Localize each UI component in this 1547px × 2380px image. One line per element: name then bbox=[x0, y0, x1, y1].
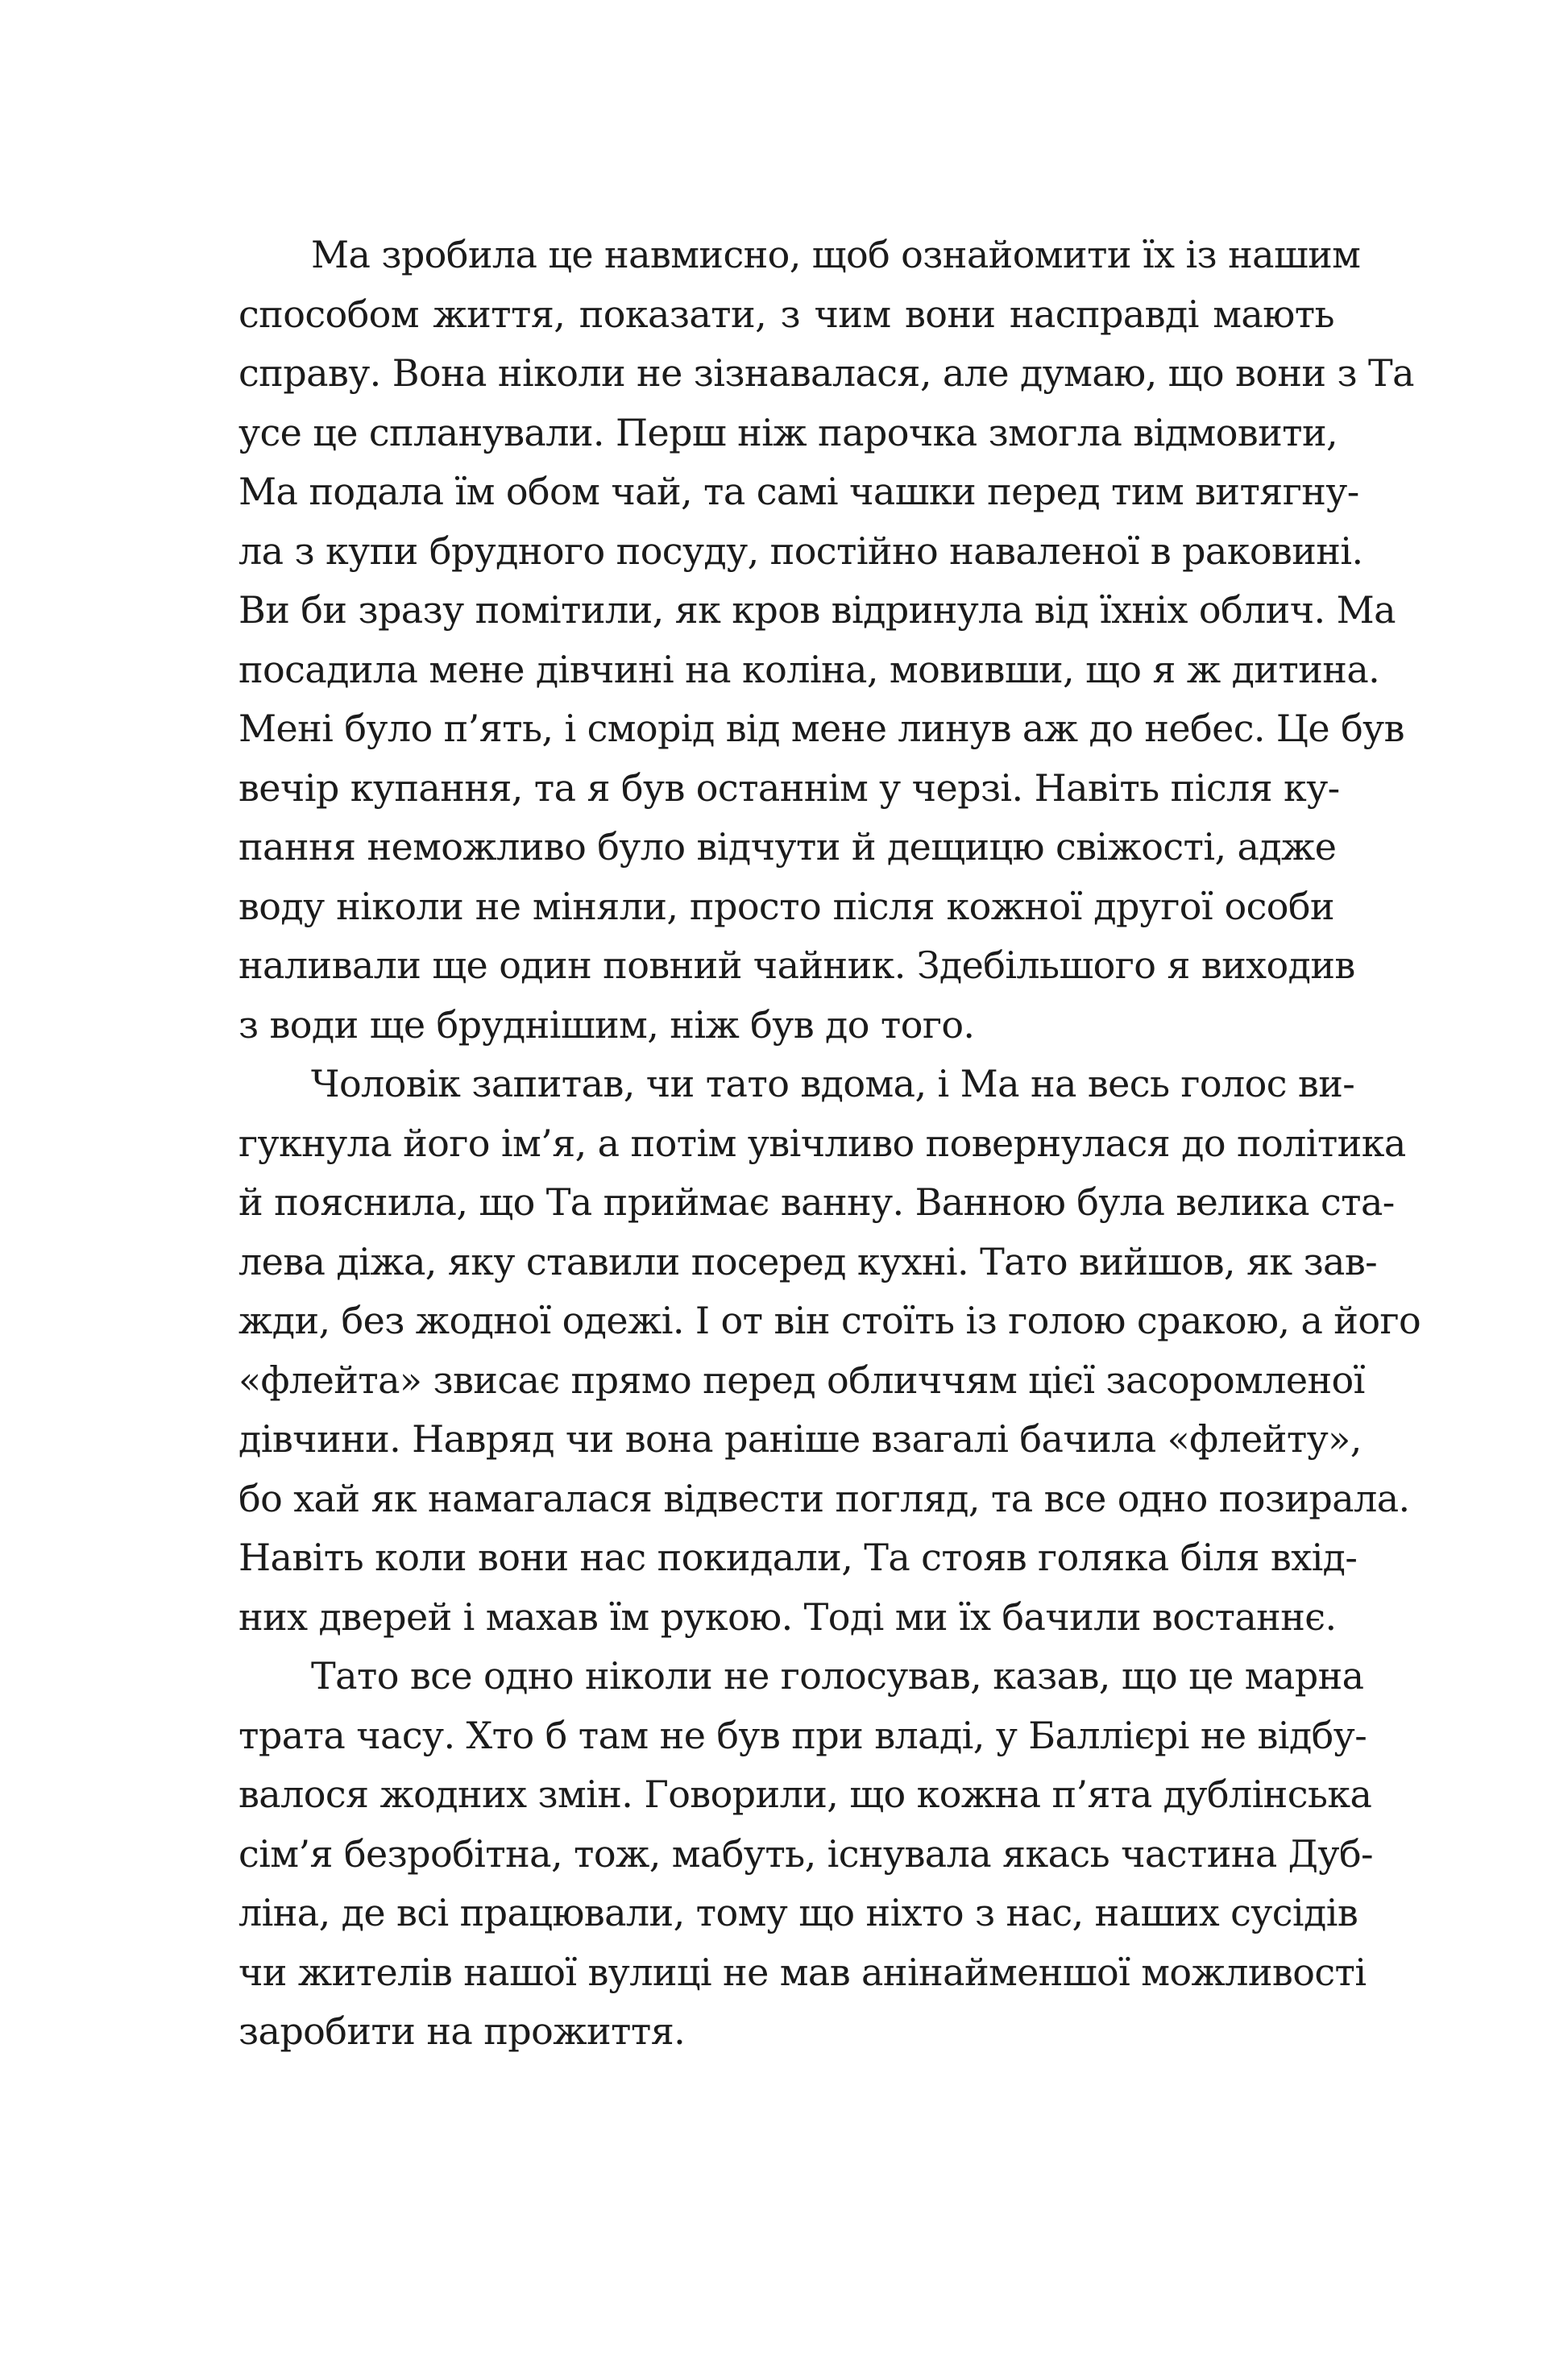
text-line: наливали ще один повний чайник. Здебільшого я виходив bbox=[238, 943, 1355, 987]
text-line: Ма зробила це навмисно, щоб ознайомити їх із нашим bbox=[311, 233, 1361, 276]
text-line: Тато все одно ніколи не голосував, казав, що це марна bbox=[311, 1654, 1364, 1698]
text-line: Навіть коли вони нас покидали, Та стояв голяка біля вхід- bbox=[238, 1536, 1358, 1579]
text-line: ліна, де всі працювали, тому що ніхто з нас, наших сусідів bbox=[238, 1891, 1358, 1934]
text-line: трата часу. Хто б там не був при владі, у Баллієрі не відбу- bbox=[238, 1713, 1367, 1757]
paragraph-2 bbox=[238, 1055, 1421, 1647]
text-line: Чоловік запитав, чи тато вдома, і Ма на весь голос ви- bbox=[311, 1062, 1355, 1105]
text-line: Мені було п’ять, і сморід від мене линув аж до небес. Це був bbox=[238, 707, 1404, 750]
body-text bbox=[238, 226, 1421, 2062]
text-line: валося жодних змін. Говорили, що кожна п’ята дублінська bbox=[238, 1773, 1372, 1816]
text-line: справу. Вона ніколи не зізнавалася, але думаю, що вони з Та bbox=[238, 351, 1414, 395]
text-line: бо хай як намагалася відвести погляд, та все одно позирала. bbox=[238, 1476, 1410, 1520]
text-line: чи жителів нашої вулиці не мав анінайменшої можливості bbox=[238, 1950, 1367, 1994]
text-line: пання неможливо було відчути й дещицю свіжості, адже bbox=[238, 825, 1337, 869]
text-line: з води ще бруднішим, ніж був до того. bbox=[238, 1002, 975, 1047]
text-line: ла з купи брудного посуду, постійно наваленої в раковині. bbox=[238, 529, 1363, 573]
text-line: способом життя, показати, з чим вони насправді мають bbox=[238, 292, 1334, 336]
text-line: воду ніколи не міняли, просто після кожної другої особи bbox=[238, 884, 1334, 928]
text-line: заробити на прожиття. bbox=[238, 2009, 686, 2053]
text-line: дівчини. Навряд чи вона раніше взагалі бачила «флейту», bbox=[238, 1417, 1362, 1461]
paragraph-3 bbox=[238, 1647, 1373, 2062]
paragraph-1 bbox=[238, 226, 1414, 1055]
text-line: жди, без жодної одежі. І от він стоїть із голою сракою, а його bbox=[238, 1299, 1421, 1342]
text-line: вечір купання, та я був останнім у черзі. Навіть після ку- bbox=[238, 765, 1340, 810]
text-line: Ви би зразу помітили, як кров відринула від їхніх облич. Ма bbox=[238, 588, 1396, 632]
text-line: «флейта» звисає прямо перед обличчям цієї засоромленої bbox=[238, 1358, 1365, 1402]
text-line: них дверей і махав їм рукою. Тоді ми їх бачили востаннє. bbox=[238, 1594, 1337, 1639]
text-line: гукнула його ім’я, а потім увічливо повернулася до політика bbox=[238, 1121, 1406, 1165]
text-line: сім’я безробітна, тож, мабуть, існувала якась частина Дуб- bbox=[238, 1831, 1373, 1876]
text-line: посадила мене дівчині на коліна, мовивши, що я ж дитина. bbox=[238, 647, 1380, 691]
text-line: усе це спланували. Перш ніж парочка змогла відмовити, bbox=[238, 410, 1338, 454]
text-line: Ма подала їм обом чай, та самі чашки перед тим витягну- bbox=[238, 470, 1359, 513]
text-line: й пояснила, що Та приймає ванну. Ванною була велика ста- bbox=[238, 1180, 1395, 1224]
text-line: лева діжа, яку ставили посеред кухні. Тато вийшов, як зав- bbox=[238, 1239, 1378, 1283]
